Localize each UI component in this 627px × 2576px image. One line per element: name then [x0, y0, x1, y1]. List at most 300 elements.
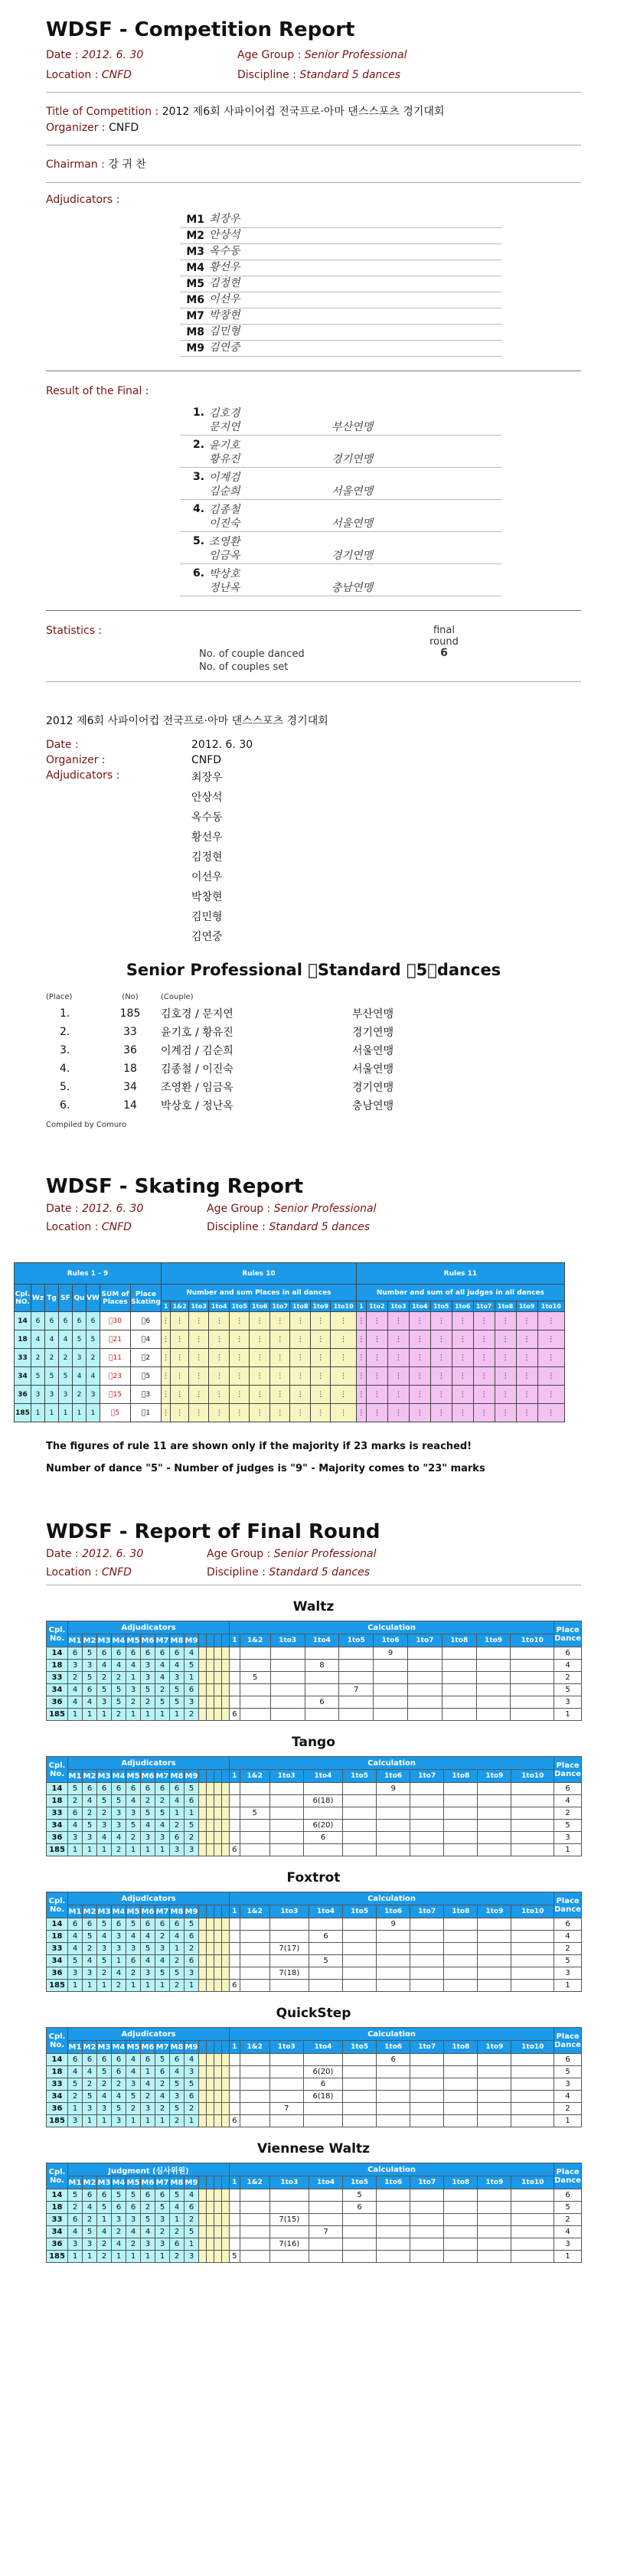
- adjudicator-mark: 4: [141, 1931, 155, 1943]
- adjudicator-mark: 3: [97, 1696, 112, 1709]
- calc-cell: [444, 1943, 478, 1955]
- korean-adjudicator: 최장우: [191, 772, 223, 784]
- header-calc-col: 1: [230, 1905, 240, 1918]
- adjudicator-mark: 1: [126, 1709, 141, 1721]
- adjudicator-mark: 5: [155, 2054, 170, 2066]
- header-calc-col: 1to7: [410, 2176, 444, 2189]
- adjudicator-mark: 3: [141, 2103, 155, 2115]
- rule11-cell: ⋮: [516, 1349, 537, 1367]
- header-adj-col: M6: [141, 1770, 155, 1783]
- calc-cell: [240, 1684, 270, 1696]
- adjudicator-mark: 3: [126, 2214, 141, 2226]
- header-adj-col: M4: [112, 2176, 126, 2189]
- calc-cell: [410, 1807, 444, 1820]
- adjudicator-mark: 4: [126, 2226, 141, 2238]
- empty-cell: [207, 2226, 214, 2238]
- rule11-cell: ⋮: [366, 1349, 387, 1367]
- skating-row: [15, 1312, 565, 1330]
- rule11-cell: ⋮: [516, 1312, 537, 1330]
- header-empty: [222, 2176, 230, 2189]
- header-empty: [222, 1905, 230, 1918]
- dance-row: [47, 1967, 582, 1980]
- dance-row: [47, 1672, 582, 1684]
- adjudicator-name: 김정현: [209, 277, 240, 289]
- header-empty: [207, 1905, 214, 1918]
- adjudicator-mark: 4: [185, 2054, 199, 2066]
- dance-cpl: 18: [47, 2066, 68, 2078]
- calc-cell: [269, 2189, 309, 2202]
- calc-cell: [476, 1672, 511, 1684]
- calc-cell: [240, 2238, 269, 2251]
- rule11-cell: ⋮: [387, 1312, 409, 1330]
- rule11-cell: ⋮: [537, 1367, 564, 1386]
- calc-cell: [407, 1696, 442, 1709]
- adjudicator-mark: 3: [126, 1943, 141, 1955]
- adjudicator-row: [180, 244, 501, 260]
- adjudicator-mark: 2: [170, 1955, 185, 1967]
- calc-cell: [407, 1684, 442, 1696]
- header-adj-col: M5: [126, 2176, 141, 2189]
- calc-cell: [240, 2091, 269, 2103]
- calc-cell: [377, 2238, 410, 2251]
- result-place: 3.: [192, 471, 204, 483]
- result-place: 1.: [192, 406, 204, 419]
- adjudicator-mark: 6: [112, 1783, 126, 1795]
- calc-cell: [343, 2078, 377, 2091]
- rule11-cell: ⋮: [409, 1330, 430, 1349]
- adjudicator-row: [180, 260, 501, 276]
- header-calc-col: 1to7: [410, 1770, 444, 1783]
- calc-cell: [309, 2202, 342, 2214]
- calc-cell: [305, 1647, 339, 1660]
- calc-cell: [270, 1696, 305, 1709]
- skating-dance-place: 6: [59, 1312, 73, 1330]
- calc-cell: [511, 2214, 554, 2226]
- adjudicator-mark: 4: [97, 2226, 112, 2238]
- summary-row: [46, 1096, 581, 1115]
- summary-row: [46, 1059, 581, 1078]
- rule11-cell: ⋮: [366, 1330, 387, 1349]
- calc-cell: [511, 2238, 554, 2251]
- place-dance: 6: [554, 1918, 582, 1931]
- korean-adjudicator: 안상석: [191, 792, 223, 804]
- adjudicator-mark: 3: [126, 1807, 141, 1820]
- empty-cell: [199, 2091, 207, 2103]
- calc-cell: [230, 1696, 240, 1709]
- skating-cpl: 33: [15, 1349, 31, 1367]
- final-result-line: [180, 566, 501, 580]
- adjudicator-mark: 2: [112, 1672, 126, 1684]
- empty-cell: [199, 2078, 207, 2091]
- empty-cell: [207, 2115, 214, 2127]
- adjudicator-mark: 6: [141, 1783, 155, 1795]
- rule11-cell: ⋮: [452, 1404, 473, 1422]
- place-dance: 5: [554, 2202, 582, 2214]
- rule11-cell: ⋮: [356, 1386, 366, 1404]
- rule10-cell: ⋮: [331, 1386, 356, 1404]
- rule11-cell: ⋮: [430, 1386, 452, 1404]
- adjudicator-name: 안상석: [209, 229, 240, 241]
- calc-cell: [478, 1943, 511, 1955]
- calc-cell: [230, 2189, 240, 2202]
- adjudicator-mark: 6: [155, 2189, 170, 2202]
- dance-row: [47, 1696, 582, 1709]
- calc-cell: [444, 1807, 478, 1820]
- rule10-cell: ⋮: [269, 1330, 290, 1349]
- rule11-cell: ⋮: [516, 1367, 537, 1386]
- calc-cell: [343, 2214, 377, 2226]
- header-calc-col: 1to5: [339, 1634, 374, 1647]
- adjudicator-mark: 2: [112, 1709, 126, 1721]
- empty-cell: [207, 1807, 214, 1820]
- header-adj-col: M2: [83, 2176, 97, 2189]
- header-calc-col: 1to3: [270, 1634, 305, 1647]
- dance-title: QuickStep: [276, 2006, 351, 2021]
- header-adj-col: M2: [83, 1770, 97, 1783]
- header-calc-col: 1&2: [240, 1905, 269, 1918]
- summary-no: 18: [123, 1063, 137, 1075]
- dance-cpl: 18: [47, 2202, 68, 2214]
- summary-couple: 김호경 / 문지연: [161, 1008, 233, 1020]
- calc-cell: [476, 1696, 511, 1709]
- calc-cell: [478, 2251, 511, 2263]
- empty-cell: [222, 1647, 230, 1660]
- header-empty: [199, 1634, 207, 1647]
- header-rules11-sub: Number and sum of all judges in all dances: [356, 1285, 564, 1301]
- dance-row: [47, 2189, 582, 2202]
- rule11-cell: ⋮: [409, 1312, 430, 1330]
- calc-cell: [240, 2078, 269, 2091]
- header-calc-col: 1to3: [269, 2176, 309, 2189]
- calc-cell: [309, 2238, 342, 2251]
- empty-cell: [199, 2054, 207, 2066]
- calc-cell: [410, 2078, 444, 2091]
- calc-cell: 6: [377, 2054, 410, 2066]
- adjudicator-mark: 2: [83, 1807, 97, 1820]
- adjudicator-mark: 6: [185, 1955, 199, 1967]
- adjudicator-mark: 6: [170, 1832, 185, 1844]
- header-calc-col: 1to6: [374, 1634, 408, 1647]
- dance-row: [47, 2202, 582, 2214]
- adjudicator-mark: 1: [97, 1980, 112, 1992]
- calc-cell: [303, 2115, 342, 2127]
- rule11-cell: ⋮: [409, 1386, 430, 1404]
- calc-cell: [511, 1980, 554, 1992]
- calc-cell: [269, 1980, 309, 1992]
- calc-cell: [478, 1820, 511, 1832]
- adjudicator-mark: 2: [141, 1696, 155, 1709]
- rule10-cell: ⋮: [310, 1404, 331, 1422]
- skating-place:  3: [131, 1386, 162, 1404]
- calc-cell: [476, 1647, 511, 1660]
- empty-cell: [199, 1918, 207, 1931]
- empty-cell: [207, 1832, 214, 1844]
- calc-cell: [444, 2238, 478, 2251]
- calc-cell: [240, 2115, 269, 2127]
- empty-cell: [199, 2066, 207, 2078]
- calc-cell: 6: [230, 1980, 240, 1992]
- empty-cell: [207, 2202, 214, 2214]
- calc-cell: [230, 1684, 240, 1696]
- header-calc-col: 1to8: [444, 1770, 478, 1783]
- korean-adjudicator: 황선우: [191, 831, 223, 844]
- calc-cell: [230, 1967, 240, 1980]
- rule10-cell: ⋮: [162, 1330, 171, 1349]
- final-result-line: [180, 420, 501, 433]
- adjudicator-mark: 2: [141, 2202, 155, 2214]
- dance-cpl: 14: [47, 1647, 68, 1660]
- adjudicator-mark: 5: [83, 1931, 97, 1943]
- skating-place:  1: [131, 1404, 162, 1422]
- header-adj-col: M4: [112, 2041, 126, 2054]
- rule10-cell: ⋮: [290, 1312, 311, 1330]
- calc-cell: 6: [305, 1696, 339, 1709]
- calc-cell: [240, 1647, 270, 1660]
- calc-cell: [478, 2078, 511, 2091]
- adjudicator-mark: 6: [97, 2054, 112, 2066]
- korean-adjudicator: 김연중: [191, 931, 223, 943]
- adjudicator-mark: 1: [185, 1672, 199, 1684]
- empty-cell: [222, 1955, 230, 1967]
- adjudicator-mark: 3: [83, 2103, 97, 2115]
- summary-place: 3.: [60, 1044, 70, 1056]
- rule11-cell: ⋮: [387, 1386, 409, 1404]
- compiled-by: Compiled by Comuro: [46, 1121, 127, 1129]
- adjudicator-mark: 4: [112, 1660, 126, 1672]
- dance-row: [47, 1807, 582, 1820]
- adjudicator-mark: 4: [68, 2066, 83, 2078]
- calc-cell: [410, 1795, 444, 1807]
- empty-cell: [207, 1943, 214, 1955]
- header-calc-col: 1to6: [377, 1905, 410, 1918]
- dance-cpl: 34: [47, 2091, 68, 2103]
- skating-sum:  11: [100, 1349, 131, 1367]
- rule11-cell: ⋮: [495, 1404, 516, 1422]
- adjudicator-mark: 6: [141, 2054, 155, 2066]
- adjudicator-mark: 6: [185, 1684, 199, 1696]
- place-dance: 2: [554, 2214, 582, 2226]
- empty-cell: [214, 1967, 222, 1980]
- dance-cpl: 36: [47, 2103, 68, 2115]
- calc-cell: 7: [339, 1684, 374, 1696]
- adjudicator-mark: 3: [97, 2103, 112, 2115]
- calc-cell: [377, 2091, 410, 2103]
- adjudicator-mark: 1: [126, 2115, 141, 2127]
- header-empty: [222, 1770, 230, 1783]
- header-calc-col: 1to3: [269, 1905, 309, 1918]
- calc-cell: [269, 1931, 309, 1943]
- result-name2: 이진숙: [209, 517, 240, 530]
- calc-cell: [442, 1709, 476, 1721]
- calc-cell: [343, 2091, 377, 2103]
- adjudicator-mark: 4: [68, 1943, 83, 1955]
- header-cpl: Cpl. NO.: [15, 1285, 31, 1312]
- dance-header-row: [47, 2028, 582, 2041]
- calc-cell: [478, 2226, 511, 2238]
- competition-report: [46, 18, 581, 682]
- calc-cell: [269, 2078, 303, 2091]
- header-r11-col: 1to9: [516, 1301, 537, 1312]
- rule11-cell: ⋮: [473, 1386, 495, 1404]
- adjudicator-mark: 5: [170, 2189, 185, 2202]
- calc-cell: [309, 2214, 342, 2226]
- calc-cell: 5: [230, 2251, 240, 2263]
- adjudicator-mark: 4: [83, 2066, 97, 2078]
- calc-cell: [269, 2091, 303, 2103]
- empty-cell: [214, 2238, 222, 2251]
- calc-cell: [230, 2202, 240, 2214]
- dance-cpl: 36: [47, 1967, 68, 1980]
- place-dance: 6: [554, 2189, 582, 2202]
- header-rules19: Rules 1 - 9: [15, 1263, 162, 1285]
- adjudicator-mark: 6: [112, 2202, 126, 2214]
- calc-cell: [230, 1931, 240, 1943]
- calc-cell: [240, 1844, 269, 1856]
- skating-row: [15, 1404, 565, 1422]
- organizer: Organizer : CNFD: [46, 122, 139, 134]
- adjudicator-mark: 3: [141, 1832, 155, 1844]
- header-adj-col: M4: [112, 1770, 126, 1783]
- dance-header-row: [47, 2176, 582, 2189]
- dance-row: [47, 1980, 582, 1992]
- calc-cell: [478, 2238, 511, 2251]
- calc-cell: [478, 1832, 511, 1844]
- calc-cell: [410, 2238, 444, 2251]
- header-calc-col: 1: [230, 1634, 240, 1647]
- adjudicator-mark: 5: [170, 1684, 185, 1696]
- header-calc-col: 1to6: [377, 1770, 410, 1783]
- calc-cell: 7(16): [269, 2238, 309, 2251]
- divider: [46, 681, 581, 682]
- adjudicator-mark: 6: [126, 2202, 141, 2214]
- header-adj-col: M3: [97, 2041, 112, 2054]
- calc-cell: [303, 2103, 342, 2115]
- adjudicator-mark: 5: [126, 2091, 141, 2103]
- dance-cpl: 14: [47, 1783, 68, 1795]
- skating-cpl: 34: [15, 1367, 31, 1386]
- rule11-cell: ⋮: [430, 1349, 452, 1367]
- adjudicator-mark: 4: [97, 1660, 112, 1672]
- adjudicator-mark: 6: [155, 2066, 170, 2078]
- calc-cell: 5: [309, 1955, 342, 1967]
- skating-dance-place: 4: [73, 1367, 87, 1386]
- skating-sum:  23: [100, 1367, 131, 1386]
- calc-cell: [478, 1795, 511, 1807]
- summary-header: (Place) (No) (Couple): [46, 993, 194, 1001]
- adjudicator-mark: 2: [185, 1943, 199, 1955]
- adjudicator-mark: 2: [185, 2103, 199, 2115]
- calc-cell: [230, 2066, 240, 2078]
- dance-row: [47, 2251, 582, 2263]
- rule11-cell: ⋮: [356, 1367, 366, 1386]
- summary-couple: 윤기호 / 황유진: [161, 1027, 233, 1039]
- adjudicator-mark: 5: [97, 1684, 112, 1696]
- rule11-cell: ⋮: [473, 1312, 495, 1330]
- header-calc-col: 1: [230, 2176, 240, 2189]
- empty-cell: [222, 1684, 230, 1696]
- adjudicator-mark: 2: [141, 1795, 155, 1807]
- empty-cell: [214, 1980, 222, 1992]
- calc-cell: [343, 1844, 377, 1856]
- calc-cell: [305, 1709, 339, 1721]
- dance-cpl: 34: [47, 2226, 68, 2238]
- calc-cell: [309, 1967, 342, 1980]
- rule10-cell: ⋮: [250, 1386, 270, 1404]
- rule11-cell: ⋮: [537, 1386, 564, 1404]
- empty-cell: [222, 1660, 230, 1672]
- calc-cell: [343, 1931, 377, 1943]
- calc-cell: [410, 1844, 444, 1856]
- adjudicator-mark: 2: [97, 1672, 112, 1684]
- adjudicator-mark: 2: [112, 1844, 126, 1856]
- calc-cell: [410, 2214, 444, 2226]
- header-r10-col: 1to8: [290, 1301, 311, 1312]
- skating-dance-place: 5: [73, 1330, 87, 1349]
- empty-cell: [222, 1783, 230, 1795]
- adjudicator-mark: 4: [97, 1832, 112, 1844]
- header-r10-col: 1to9: [310, 1301, 331, 1312]
- calc-cell: [230, 1943, 240, 1955]
- calc-cell: [343, 1820, 377, 1832]
- rule10-cell: ⋮: [188, 1386, 209, 1404]
- rule11-cell: ⋮: [516, 1330, 537, 1349]
- header-place-dance: Place Dance: [554, 1757, 582, 1783]
- rule11-cell: ⋮: [387, 1404, 409, 1422]
- rule11-note: The figures of rule 11 are shown only if the majority if 23 marks is reached!: [46, 1441, 472, 1452]
- adjudicator-mark: 6: [170, 2054, 185, 2066]
- dance-table: [46, 2163, 582, 2263]
- adjudicator-mark: 5: [126, 1918, 141, 1931]
- calc-cell: [478, 1980, 511, 1992]
- empty-cell: [214, 2078, 222, 2091]
- empty-cell: [214, 1660, 222, 1672]
- calc-cell: [343, 1943, 377, 1955]
- calc-cell: [269, 2251, 309, 2263]
- header-adj-col: M2: [83, 1634, 97, 1647]
- adjudicator-mark: 2: [185, 2214, 199, 2226]
- skating-place:  2: [131, 1349, 162, 1367]
- dance-header-row: [47, 1634, 582, 1647]
- summary-place: 6.: [60, 1099, 70, 1112]
- header-adj-col: M4: [112, 1905, 126, 1918]
- header-r11-col: 1: [356, 1301, 366, 1312]
- calc-cell: [511, 1967, 554, 1980]
- rule10-cell: ⋮: [229, 1330, 250, 1349]
- calc-cell: [444, 1783, 478, 1795]
- header-empty: [199, 2176, 207, 2189]
- adjudicator-mark: 1: [97, 2115, 112, 2127]
- adjudicator-mark: 3: [141, 2238, 155, 2251]
- empty-cell: [222, 1696, 230, 1709]
- header-calc-col: 1to9: [478, 1770, 511, 1783]
- skating-dance-place: 1: [73, 1404, 87, 1422]
- rule11-cell: ⋮: [366, 1386, 387, 1404]
- skating-dance-place: 4: [59, 1330, 73, 1349]
- dance-cpl: 185: [47, 1844, 68, 1856]
- calc-cell: [444, 2214, 478, 2226]
- calc-cell: [442, 1647, 476, 1660]
- calc-cell: [444, 1918, 478, 1931]
- adjudicator-code: M4: [186, 262, 204, 274]
- calc-cell: 7(15): [269, 2214, 309, 2226]
- dance-table: [46, 1756, 582, 1856]
- empty-cell: [222, 1943, 230, 1955]
- calc-cell: [374, 1672, 408, 1684]
- place-dance: 4: [554, 1931, 582, 1943]
- empty-cell: [214, 2066, 222, 2078]
- statistics-text: No. of couple danced No. of couples set: [199, 648, 305, 673]
- empty-cell: [222, 1931, 230, 1943]
